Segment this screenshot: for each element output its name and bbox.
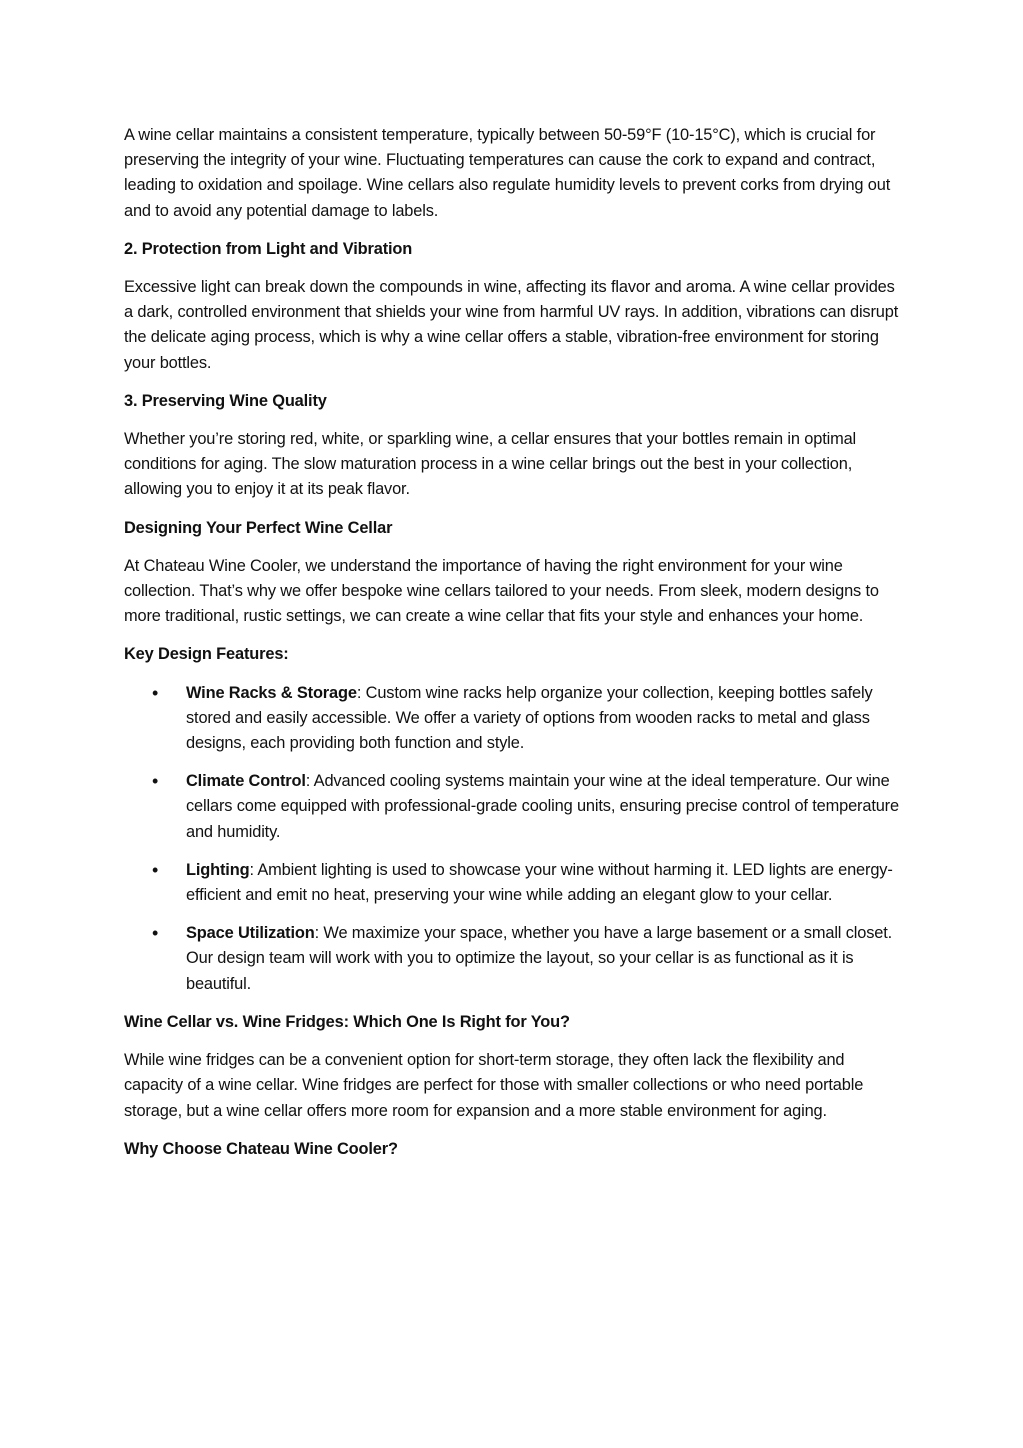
bullet-icon: • [152, 923, 159, 944]
list-item [124, 921, 902, 997]
section-heading-features: Key Design Features: [124, 645, 289, 664]
section-heading-why-choose: Why Choose Chateau Wine Cooler? [124, 1139, 398, 1158]
list-item [124, 681, 902, 757]
bullet-icon: • [152, 859, 159, 880]
section-heading-protection: 2. Protection from Light and Vibration [124, 239, 413, 258]
feature-text: : Ambient lighting is used to showcase your wine without harming it. LED lights are energy-efficient and emit no heat, preserving your wine while adding an elegant glow to your cellar. [186, 860, 893, 905]
feature-title: Space Utilization [186, 924, 315, 943]
list-item [124, 858, 902, 908]
feature-title: Lighting [186, 860, 250, 879]
section-body-design: At Chateau Wine Cooler, we understand the importance of having the right environment for your wine collection. That’s why we offer bespoke wine cellars tailored to your needs. From sleek, modern designs to more traditional, rustic settings, we can create a wine cellar that fits your style and enhances your home. [124, 556, 879, 626]
bullet-icon: • [152, 771, 159, 792]
bullet-icon: • [152, 682, 159, 703]
section-heading-design: Designing Your Perfect Wine Cellar [124, 518, 393, 537]
features-list [124, 681, 902, 997]
section-body-comparison: While wine fridges can be a convenient option for short-term storage, they often lack the flexibility and capacity of a wine cellar. Wine fridges are perfect for those with smaller collections or who need portable storage, but a wine cellar offers more room for expansion and a more stable environment for aging. [124, 1051, 864, 1120]
feature-title: Climate Control [186, 772, 306, 791]
document-page [124, 123, 902, 1175]
intro-paragraph: A wine cellar maintains a consistent temperature, typically between 50-59°F (10-15°C), which is crucial for preserving the integrity of your wine. Fluctuating temperatures can cause the cork to expand and contract, leading to oxidation and spoilage. Wine cellars also regulate humidity levels to prevent corks from drying out and to avoid any potential damage to labels. [124, 126, 891, 220]
feature-title: Wine Racks & Storage [186, 683, 357, 702]
section-body-protection: Excessive light can break down the compounds in wine, affecting its flavor and aroma. A wine cellar provides a dark, controlled environment that shields your wine from harmful UV rays. In addition, vibrations can disrupt the delicate aging process, which is why a wine cellar offers a stable, vibration-free environment for storing your bottles. [124, 278, 899, 372]
section-body-quality: Whether you’re storing red, white, or sparkling wine, a cellar ensures that your bottles remain in optimal conditions for aging. The slow maturation process in a wine cellar brings out the best in your collection, allowing you to enjoy it at its peak flavor. [124, 430, 857, 499]
list-item [124, 769, 902, 845]
feature-text: : We maximize your space, whether you have a large basement or a small closet. Our design team will work with you to optimize the layout, so your cellar is as functional as it is beautiful. [186, 924, 893, 993]
feature-text: : Advanced cooling systems maintain your wine at the ideal temperature. Our wine cellars come equipped with professional-grade cooling units, ensuring precise control of temperature and humidity. [186, 772, 899, 841]
section-heading-quality: 3. Preserving Wine Quality [124, 391, 327, 410]
feature-text: : Custom wine racks help organize your collection, keeping bottles safely stored and easily accessible. We offer a variety of options from wooden racks to metal and glass designs, each providing both function and style. [186, 683, 873, 753]
section-heading-comparison: Wine Cellar vs. Wine Fridges: Which One Is Right for You? [124, 1012, 570, 1031]
